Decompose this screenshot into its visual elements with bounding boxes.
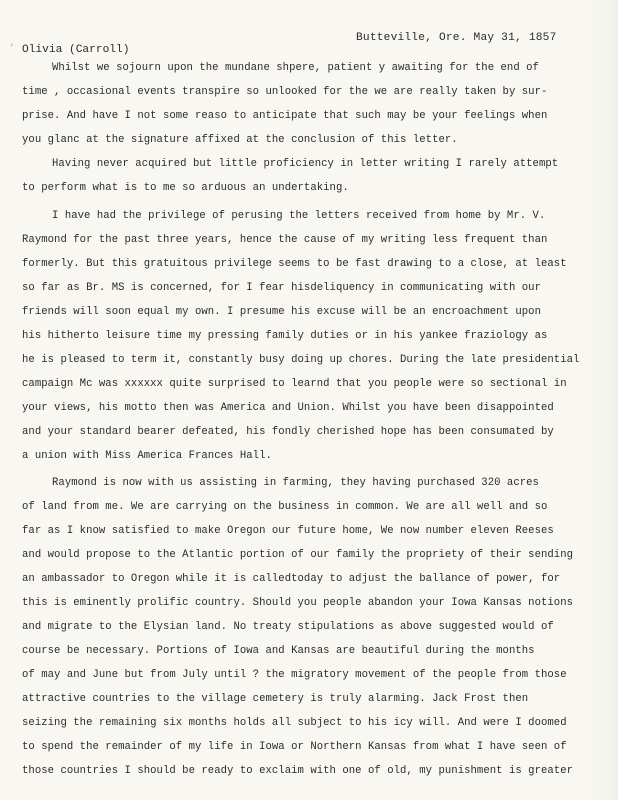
letter-line: your views, his motto then was America and Union. Whilst you have been disappointed — [22, 402, 554, 414]
letter-line: this is eminently prolific country. Should you people abandon your Iowa Kansas notions — [22, 597, 574, 609]
letter-line: a union with Miss America Frances Hall. — [22, 450, 272, 462]
letter-line: to spend the remainder of my life in Iowa or Northern Kansas from what I have seen of — [22, 741, 567, 753]
letter-line: of may and June but from July until ? the migratory movement of the people from those — [22, 669, 567, 681]
letter-line: far as I know satisfied to make Oregon our future home, We now number eleven Reeses — [22, 525, 554, 537]
letter-line: to perform what is to me so arduous an undertaking. — [22, 182, 349, 194]
letter-line: seizing the remaining six months holds all subject to his icy will. And were I doomed — [22, 717, 567, 729]
letter-line: campaign Mc was xxxxxx quite surprised to learnd that you people were so sectional in — [22, 378, 567, 390]
letter-line: his hitherto leisure time my pressing family duties or in his yankee fraziology as — [22, 330, 548, 342]
letter-line: and migrate to the Elysian land. No treaty stipulations as above suggested would of — [22, 621, 554, 633]
dateline: Butteville, Ore. May 31, 1857 — [356, 32, 557, 44]
letter-line: he is pleased to term it, constantly busy doing up chores. During the late presidential — [22, 354, 580, 366]
letter-line: and your standard bearer defeated, his fondly cherished hope has been consumated by — [22, 426, 554, 438]
letter-line: and would propose to the Atlantic portion of our family the propriety of their sending — [22, 549, 574, 561]
letter-line: Raymond is now with us assisting in farming, they having purchased 320 acres — [52, 477, 539, 489]
letter-line: friends will soon equal my own. I presume his excuse will be an encroachment upon — [22, 306, 541, 318]
letter-line: an ambassador to Oregon while it is calledtoday to adjust the ballance of power, for — [22, 573, 561, 585]
letter-line: I have had the privilege of perusing the letters received from home by Mr. V. — [52, 210, 546, 222]
letter-line: formerly. But this gratuitous privilege seems to be fast drawing to a close, at least — [22, 258, 567, 270]
letter-line: Having never acquired but little proficiency in letter writing I rarely attempt — [52, 158, 559, 170]
letter-line: Whilst we sojourn upon the mundane shpere, patient y awaiting for the end of — [52, 62, 539, 74]
margin-mark: ‘ — [9, 43, 15, 53]
letter-line: you glanc at the signature affixed at the conclusion of this letter. — [22, 134, 458, 146]
letter-line: Raymond for the past three years, hence the cause of my writing less frequent than — [22, 234, 548, 246]
letter-line: course be necessary. Portions of Iowa and Kansas are beautiful during the months — [22, 645, 535, 657]
letter-line: so far as Br. MS is concerned, for I fear hisdeliquency in communicating with our — [22, 282, 541, 294]
page-edge-shadow — [592, 0, 618, 800]
letter-line: those countries I should be ready to exclaim with one of old, my punishment is greater — [22, 765, 574, 777]
salutation: Olivia (Carroll) — [22, 44, 130, 56]
letter-line: time , occasional events transpire so unlooked for the we are really taken by sur- — [22, 86, 548, 98]
letter-line: prise. And have I not some reaso to anticipate that such may be your feelings when — [22, 110, 548, 122]
letter-line: attractive countries to the village cemetery is truly alarming. Jack Frost then — [22, 693, 529, 705]
letter-line: of land from me. We are carrying on the business in common. We are all well and so — [22, 501, 548, 513]
